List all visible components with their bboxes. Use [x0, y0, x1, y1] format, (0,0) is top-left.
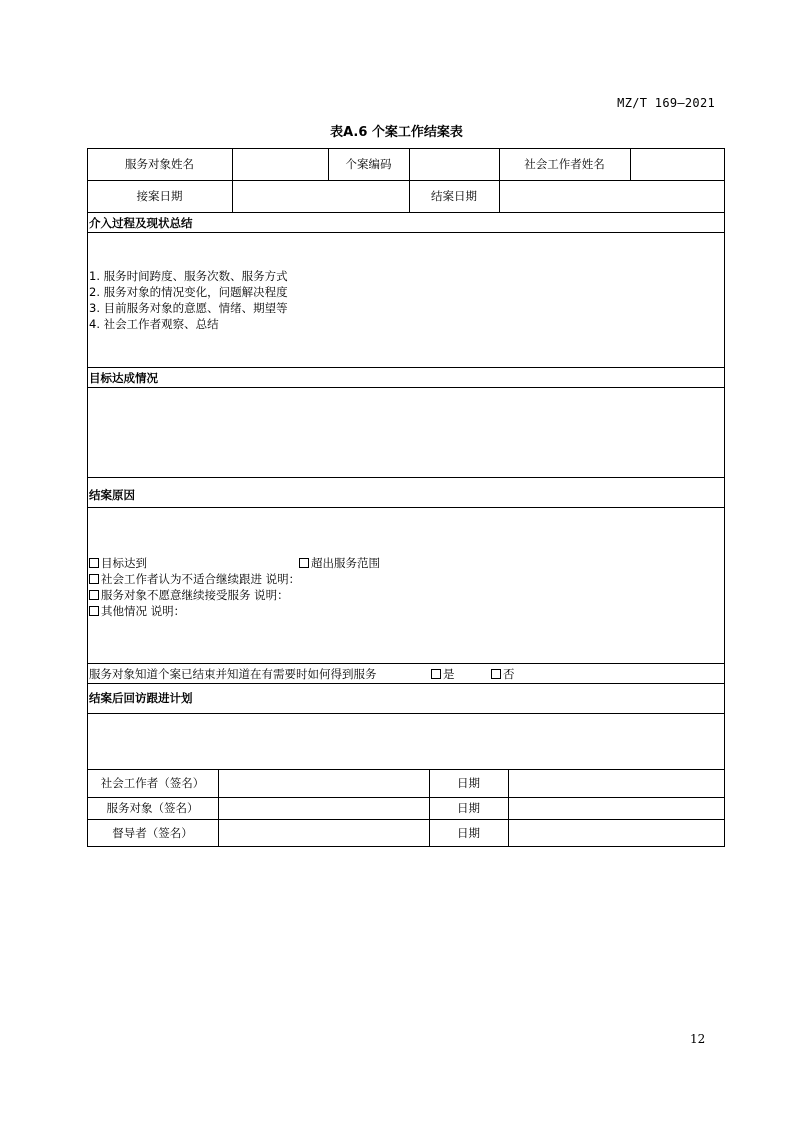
checkbox-icon[interactable]	[89, 606, 99, 616]
awareness-no-option[interactable]	[491, 666, 515, 682]
worker-name-label: 社会工作者姓名	[524, 157, 605, 171]
reason-option-beyond[interactable]	[299, 555, 380, 571]
reason-option-worker[interactable]	[89, 571, 300, 587]
reason-option-label: 目标达到	[101, 556, 147, 570]
goals-section-title: 目标达成情况	[89, 371, 158, 385]
followup-text-area[interactable]	[88, 714, 724, 768]
reason-option-label: 服务对象不愿意继续接受服务 说明：	[101, 588, 289, 602]
awareness-yes-label: 是	[443, 667, 455, 681]
checkbox-icon[interactable]	[89, 574, 99, 584]
client-date-field[interactable]	[508, 797, 725, 819]
page-number: 12	[690, 1032, 706, 1046]
close-date-field[interactable]	[499, 180, 725, 212]
intake-date-field[interactable]	[232, 180, 409, 212]
reason-option-label: 社会工作者认为不适合继续跟进 说明：	[101, 572, 301, 586]
awareness-no-label: 否	[503, 667, 515, 681]
checkbox-icon[interactable]	[491, 669, 501, 679]
supervisor-date-field[interactable]	[508, 819, 725, 847]
checkbox-icon[interactable]	[89, 558, 99, 568]
close-date-label: 结案日期	[431, 189, 477, 203]
date-label: 日期	[457, 776, 480, 790]
worker-signature-field[interactable]	[218, 769, 429, 797]
awareness-yes-option[interactable]	[431, 666, 455, 682]
date-label: 日期	[457, 801, 480, 815]
reason-section-title: 结案原因	[89, 488, 135, 502]
followup-section-title: 结案后回访跟进计划	[89, 691, 193, 705]
reason-option-client[interactable]	[89, 587, 289, 603]
case-number-field[interactable]	[409, 148, 499, 180]
reason-option-other[interactable]	[89, 603, 185, 619]
checkbox-icon[interactable]	[89, 590, 99, 600]
reason-option-label: 其他情况 说明：	[101, 604, 186, 618]
worker-signature-label: 社会工作者（签名）	[100, 776, 205, 790]
intervention-item: 2. 服务对象的情况变化，问题解决程度	[89, 285, 288, 299]
row-divider	[87, 507, 725, 508]
row-divider	[87, 212, 725, 213]
row-divider	[87, 232, 725, 233]
row-divider	[87, 477, 725, 478]
standard-number: MZ/T 169—2021	[617, 96, 715, 110]
checkbox-icon[interactable]	[431, 669, 441, 679]
intervention-item: 1. 服务时间跨度、服务次数、服务方式	[89, 269, 288, 283]
intervention-section-title: 介入过程及现状总结	[89, 216, 193, 230]
row-divider	[87, 367, 725, 368]
client-signature-label: 服务对象（签名）	[106, 801, 199, 815]
reason-option-goal[interactable]	[89, 555, 147, 571]
client-name-label: 服务对象姓名	[125, 157, 194, 171]
supervisor-signature-label: 督导者（签名）	[112, 826, 193, 840]
case-number-label: 个案编码	[345, 157, 392, 171]
date-label: 日期	[457, 826, 480, 840]
worker-name-field[interactable]	[630, 148, 725, 180]
goals-text-area[interactable]	[88, 388, 724, 476]
awareness-question: 服务对象知道个案已结束并知道在有需要时如何得到服务	[89, 667, 377, 681]
intervention-item: 4. 社会工作者观察、总结	[89, 317, 219, 331]
intervention-item: 3. 目前服务对象的意愿、情绪、期望等	[89, 301, 288, 315]
table-title: 表A.6 个案工作结案表	[330, 125, 463, 140]
client-name-field[interactable]	[232, 148, 328, 180]
row-divider	[87, 683, 725, 684]
reason-option-label: 超出服务范围	[311, 556, 380, 570]
row-divider	[87, 663, 725, 664]
intake-date-label: 接案日期	[136, 189, 183, 203]
worker-date-field[interactable]	[508, 769, 725, 797]
checkbox-icon[interactable]	[299, 558, 309, 568]
supervisor-signature-field[interactable]	[218, 819, 429, 847]
client-signature-field[interactable]	[218, 797, 429, 819]
